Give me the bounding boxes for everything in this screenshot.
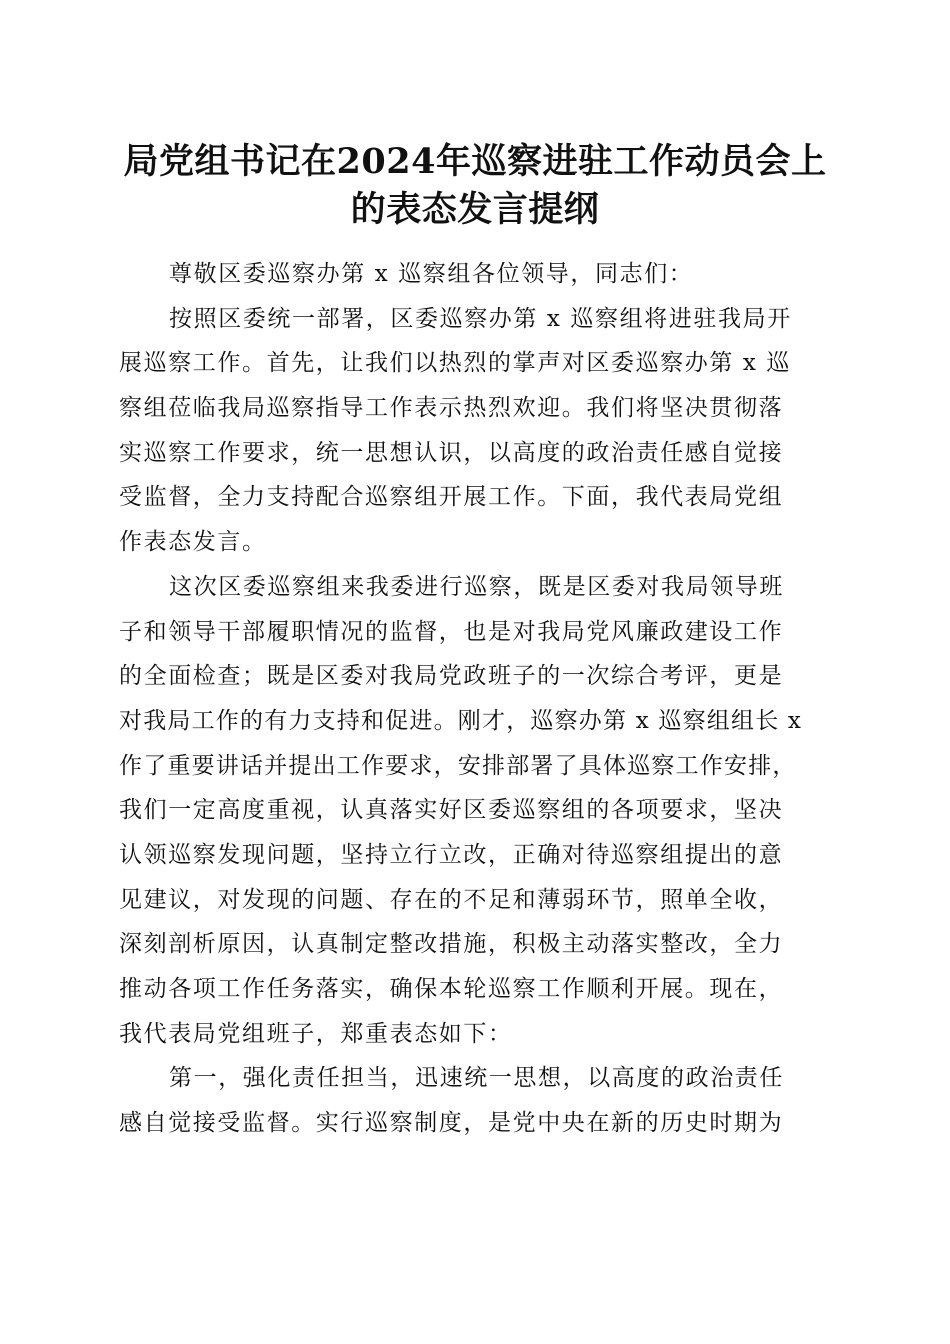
salutation-line: 尊敬区委巡察办第 x 巡察组各位领导，同志们： [169,261,694,287]
paragraph-2-line: 推动各项工作任务落实，确保本轮巡察工作顺利开展。现在， [119,976,784,1002]
paragraph-2-line: 深刻剖析原因，认真制定整改措施，积极主动落实整改，全力 [119,931,784,958]
paragraph-3-line: 第一，强化责任担当，迅速统一思想，以高度的政治责任 [169,1065,784,1092]
document-title [100,138,850,234]
title-line-2: 的表态发言提纲 [350,189,600,230]
paragraph-3-line: 感自觉接受监督。实行巡察制度，是党中央在新的历史时期为 [119,1110,784,1137]
paragraph-2-line: 子和领导干部履职情况的监督，也是对我局党风廉政建设工作 [119,618,784,645]
paragraph-2-line: 我代表局党组班子，郑重表态如下： [119,1020,513,1047]
paragraph-1-line: 实巡察工作要求，统一思想认识，以高度的政治责任感自觉接 [119,439,784,466]
document-body [119,252,829,1146]
paragraph-2-line: 作了重要讲话并提出工作要求，安排部署了具体巡察工作安排， [119,752,797,779]
paragraph-2-line: 对我局工作的有力支持和促进。刚才，巡察办第 x 巡察组组长 x [119,707,803,734]
title-line-1: 局党组书记在2024年巡察进驻工作动员会上 [123,141,827,182]
paragraph-1-line: 受监督，全力支持配合巡察组开展工作。下面，我代表局党组 [119,484,784,511]
paragraph-1-line: 展巡察工作。首先，让我们以热烈的掌声对区委巡察办第 x 巡 [119,350,791,377]
paragraph-2-line: 的全面检查；既是区委对我局党政班子的一次综合考评，更是 [119,663,784,690]
paragraph-2-line: 这次区委巡察组来我委进行巡察，既是区委对我局领导班 [169,573,784,600]
paragraph-1-line: 察组莅临我局巡察指导工作表示热烈欢迎。我们将坚决贯彻落 [119,395,784,422]
paragraph-1-line: 作表态发言。 [119,529,267,556]
paragraph-2-line: 我们一定高度重视，认真落实好区委巡察组的各项要求，坚决 [119,797,784,824]
paragraph-1-line: 按照区委统一部署，区委巡察办第 x 巡察组将进驻我局开 [169,305,792,332]
paragraph-2-line: 认领巡察发现问题，坚持立行立改，正确对待巡察组提出的意 [119,841,784,868]
paragraph-2-line: 见建议，对发现的问题、存在的不足和薄弱环节，照单全收， [119,886,784,913]
